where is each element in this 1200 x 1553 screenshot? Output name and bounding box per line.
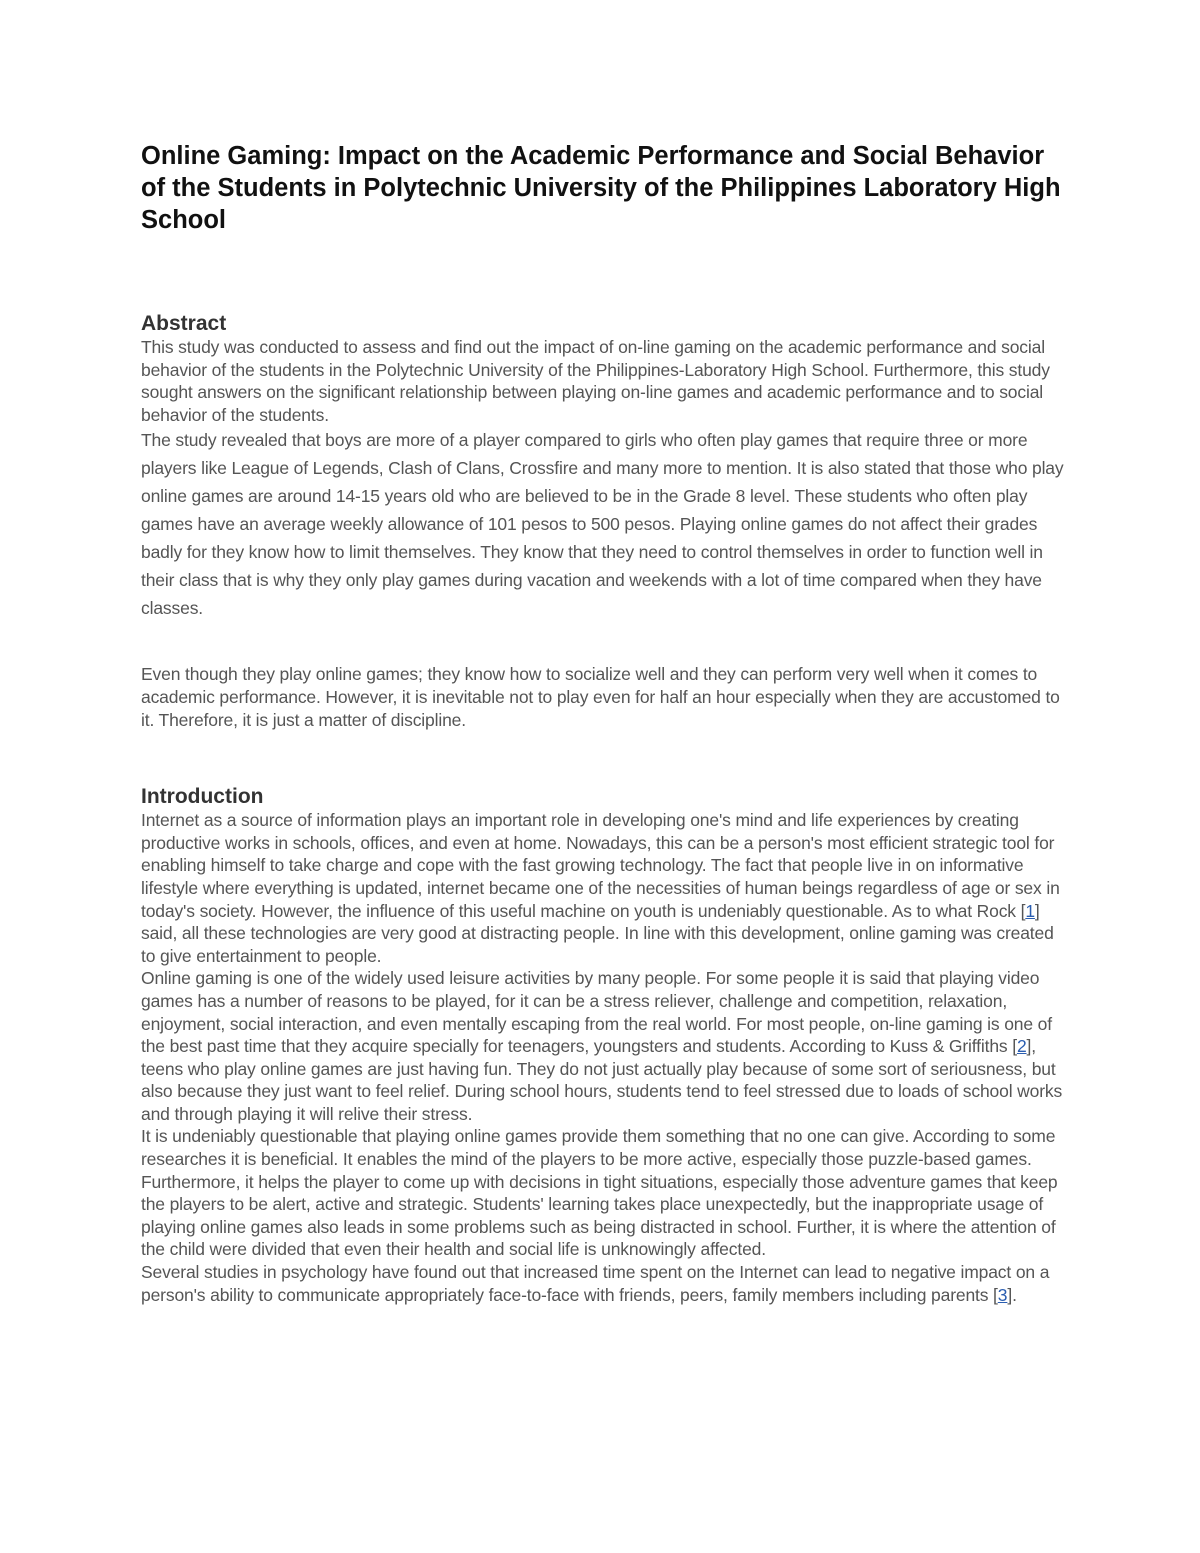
abstract-paragraph-1: This study was conducted to assess and find out the impact of on-line gaming on the academic performance and social behavior of the students in the Polytechnic University of the Philippines-Laboratory High School. Furthermore, this study sought answers on the significant relationship between playing on-line games and academic performance and to social behavior of the students. — [141, 337, 1050, 425]
document-page — [141, 140, 1071, 1306]
citation-link-3[interactable]: 3 — [997, 1284, 1008, 1305]
abstract-heading: Abstract — [141, 312, 227, 335]
introduction-paragraph-1-text-a: Internet as a source of information plays an important role in developing one's mind and life experiences by creating productive works in schools, offices, and even at home. Nowadays, this can be a person's most efficient strategic tool for enabling himself to take charge and cope with the fast growing technology. The fact that people live in on informative lifestyle where everything is updated, internet became one of the necessities of human beings regardless of age or sex in today's society. However, the influence of this useful machine on youth is undeniably questionable. As to what Rock [ — [141, 810, 1060, 921]
introduction-paragraph-2 — [141, 967, 1071, 1125]
introduction-paragraph-4-text-a: Several studies in psychology have found out that increased time spent on the Internet can lead to negative impact on a person's ability to communicate appropriately face-to-face with friends, peers, family members including parents [ — [141, 1262, 1050, 1305]
introduction-paragraph-2-text-b: ], teens who play online games are just having fun. They do not just actually play because of some sort of seriousness, but also because they just want to feel relief. During school hours, students tend to feel stressed due to loads of school works and through playing it will relive their stress. — [141, 1036, 1063, 1124]
abstract-paragraph-2: The study revealed that boys are more of a player compared to girls who often play games that require three or more players like League of Legends, Clash of Clans, Crossfire and many more to mention. It is also stated that those who play online games are around 14-15 years old who are believed to be in the Grade 8 level. These students who often play games have an average weekly allowance of 101 pesos to 500 pesos. Playing online games do not affect their grades badly for they know how to limit themselves. They know that they need to control themselves in order to function well in their class that is why they only play games during vacation and weekends with a lot of time compared when they have classes. — [141, 430, 1064, 619]
introduction-section — [141, 785, 1071, 1306]
citation-link-1[interactable]: 1 — [1025, 900, 1035, 921]
citation-link-2[interactable]: 2 — [1016, 1036, 1027, 1057]
introduction-paragraph-1 — [141, 809, 1071, 967]
introduction-paragraph-4-text-b: ]. — [1007, 1284, 1017, 1305]
introduction-paragraph-2-text-a: Online gaming is one of the widely used leisure activities by many people. For some people it is said that playing video games has a number of reasons to be played, for it can be a stress reliever, challenge and competition, relaxation, enjoyment, social interaction, and even mentally escaping from the real world. For most people, on-line gaming is one of the best past time that they acquire specially for teenagers, youngsters and students. According to Kuss & Griffiths [ — [141, 968, 1052, 1057]
paper-title: Online Gaming: Impact on the Academic Performance and Social Behavior of the Students in Polytechnic University of the Philippines Laboratory High School — [141, 142, 1061, 234]
introduction-paragraph-1-text-b: ] said, all these technologies are very good at distracting people. In line with this development, online gaming was created to give entertainment to people. — [141, 900, 1054, 966]
abstract-section — [141, 312, 1071, 731]
introduction-heading: Introduction — [141, 785, 264, 809]
abstract-paragraph-3: Even though they play online games; they know how to socialize well and they can perform very well when it comes to academic performance. However, it is inevitable not to play even for half an hour especially when they are accustomed to it. Therefore, it is just a matter of discipline. — [141, 664, 1060, 730]
introduction-paragraph-3: It is undeniably questionable that playing online games provide them something that no one can give. According to some researches it is beneficial. It enables the mind of the players to be more active, especially those puzzle-based games. Furthermore, it helps the player to come up with decisions in tight situations, especially those adventure games that keep the players to be alert, active and strategic. Students' learning takes place unexpectedly, but the inappropriate usage of playing online games also leads in some problems such as being distracted in school. Further, it is where the attention of the child were divided that even their health and social life is unknowingly affected. — [141, 1126, 1058, 1260]
introduction-paragraph-4 — [141, 1261, 1071, 1306]
